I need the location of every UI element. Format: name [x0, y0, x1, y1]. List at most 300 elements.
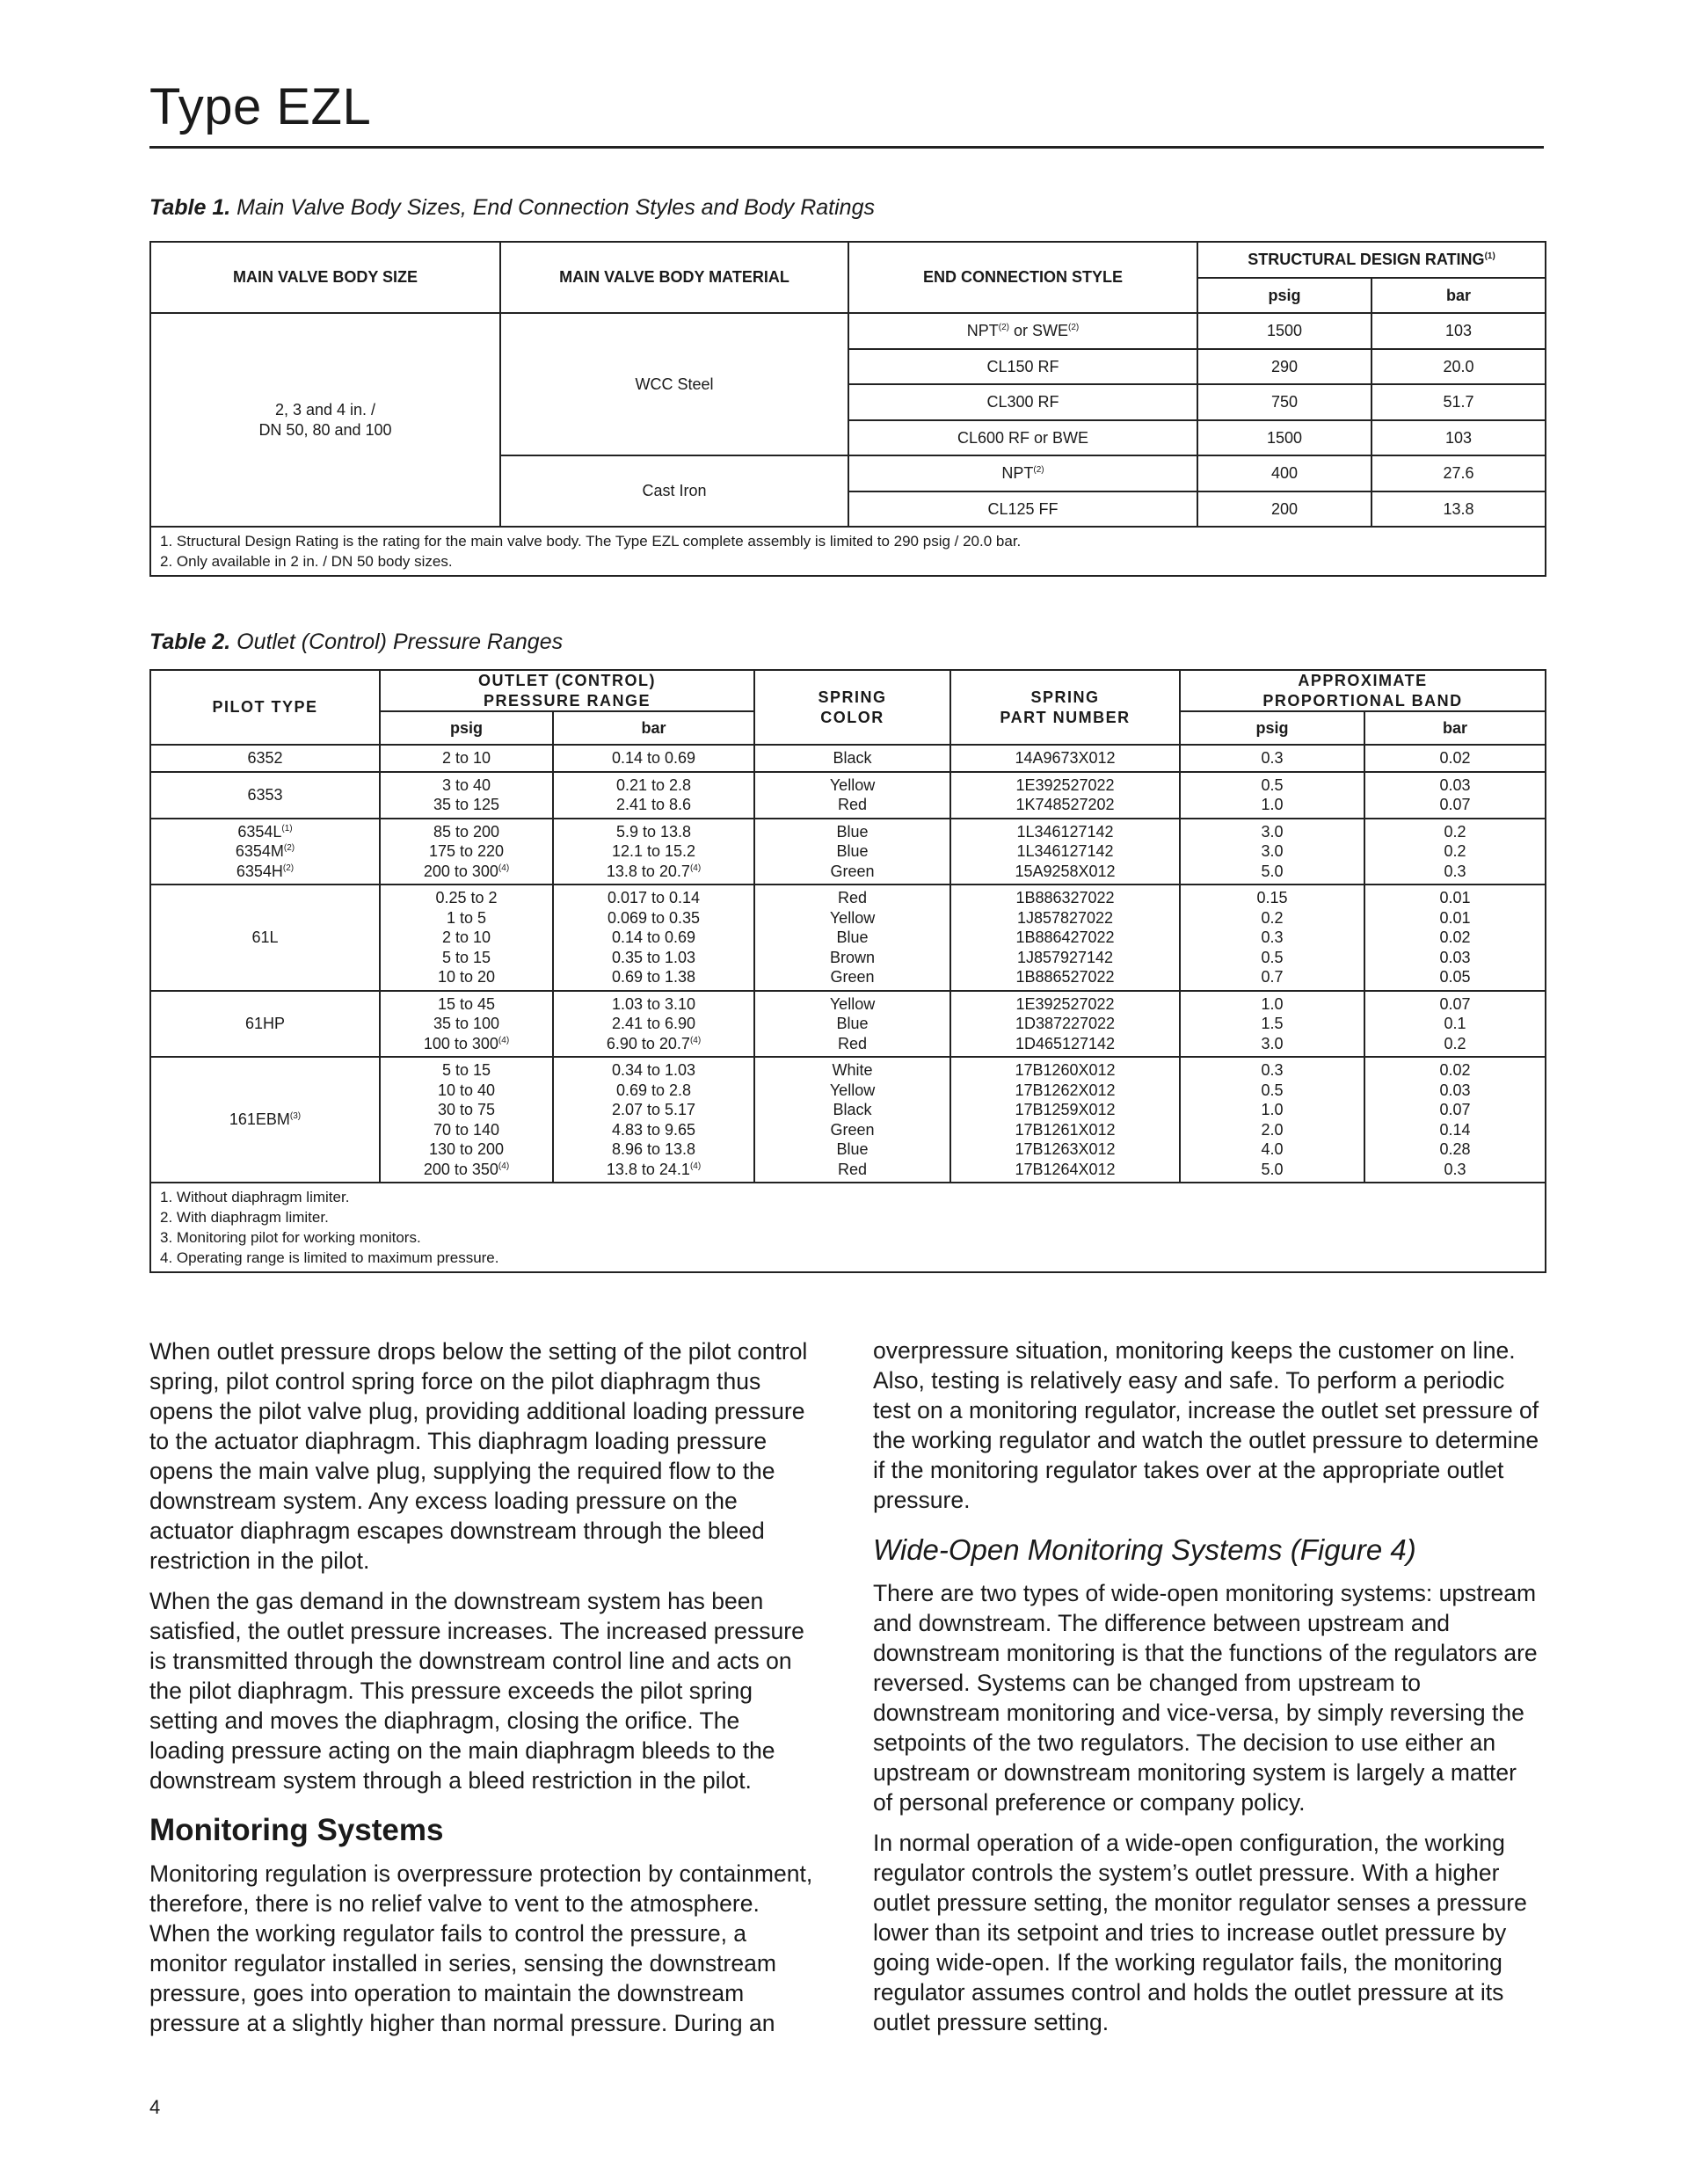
t2-outlet-psig-line	[381, 1139, 552, 1160]
t1-header-rating-text: STRUCTURAL DESIGN RATING	[1248, 251, 1485, 268]
t2-spring-part-number	[950, 772, 1180, 819]
t2-outlet-bar-text: 13.8 to 24.1	[606, 1160, 690, 1178]
t2-outlet-psig-line	[381, 888, 552, 908]
t2-spring-part-number-text: 1L346127142	[1016, 822, 1114, 841]
t1-material-iron: Cast Iron	[500, 455, 848, 527]
t2-outlet-bar-footnote-ref: (4)	[689, 863, 702, 873]
t2-spring-part-number-text: 17B1264X012	[1015, 1160, 1116, 1178]
t2-header-psig: psig	[380, 711, 553, 745]
t2-outlet-psig	[380, 819, 553, 885]
t2-band-bar-line	[1365, 928, 1545, 948]
t2-spring-color-text: Blue	[836, 822, 869, 841]
t2-spring-part-number-text: 17B1262X012	[1015, 1081, 1116, 1099]
t2-outlet-psig-text: 85 to 200	[433, 822, 500, 841]
t2-band-psig-text: 3.0	[1261, 1034, 1284, 1052]
t2-outlet-bar	[553, 885, 754, 991]
t2-outlet-bar-line	[554, 994, 753, 1015]
t2-outlet-psig-line	[381, 908, 552, 928]
t2-band-psig	[1180, 991, 1364, 1058]
t2-header-band-bar: bar	[1364, 711, 1546, 745]
t1-bar: 13.8	[1372, 491, 1546, 528]
t2-band-bar-text: 0.07	[1439, 796, 1471, 813]
t2-outlet-bar-footnote-ref: (4)	[689, 1161, 702, 1171]
t1-header-rating-ref: (1)	[1484, 251, 1495, 261]
t2-outlet-psig-text: 200 to 300	[423, 862, 498, 880]
t2-outlet-bar-line	[554, 822, 753, 842]
t2-outlet-bar-text: 13.8 to 20.7	[606, 862, 690, 880]
t2-outlet-bar-line	[554, 1060, 753, 1081]
t2-outlet-bar-text: 1.03 to 3.10	[611, 994, 696, 1013]
t2-band-bar-line	[1365, 1100, 1545, 1120]
t2-outlet-bar-line	[554, 1120, 753, 1140]
t2-row	[150, 772, 1546, 819]
t1-psig: 290	[1197, 349, 1372, 385]
t2-spring-color-text: Blue	[836, 928, 869, 946]
t2-outlet-psig-text: 10 to 20	[437, 968, 496, 986]
t2-header-part-line1: SPRING	[1030, 688, 1100, 706]
t2-spring-part-number-text: 1E392527022	[1015, 775, 1115, 794]
t2-band-bar-line	[1365, 967, 1545, 987]
t2-outlet-psig-text: 175 to 220	[428, 842, 505, 860]
t2-band-psig-line	[1181, 1139, 1364, 1160]
t2-band-psig-line	[1181, 888, 1364, 908]
t2-spring-color-line	[755, 1100, 950, 1120]
t1-header-end: END CONNECTION STYLE	[848, 242, 1197, 313]
t2-band-psig-text: 5.0	[1261, 862, 1284, 880]
t2-band-psig-line	[1181, 1160, 1364, 1180]
t2-pilot-type	[150, 772, 380, 819]
t2-spring-part-number-line	[951, 948, 1179, 968]
t2-band-psig-line	[1181, 928, 1364, 948]
t2-spring-color-text: Black	[833, 1101, 872, 1118]
t2-outlet-bar	[553, 745, 754, 772]
t2-pilot-type-text: 161EBM	[229, 1110, 290, 1129]
t2-outlet-psig-line	[381, 1034, 552, 1054]
t2-header-outlet-line2: PRESSURE RANGE	[483, 691, 651, 710]
t2-band-psig-text: 0.5	[1261, 1081, 1284, 1099]
t2-outlet-psig-line	[381, 994, 552, 1015]
t2-band-bar	[1364, 819, 1546, 885]
t2-header-color-line1: SPRING	[818, 688, 887, 706]
t2-pilot-type-line	[151, 822, 379, 842]
table2-caption	[149, 630, 563, 655]
t2-spring-part-number-text: 1D387227022	[1015, 1015, 1116, 1032]
t2-spring-part-number-line	[951, 994, 1179, 1015]
t2-band-psig-text: 5.0	[1261, 1160, 1284, 1178]
t2-pilot-type-line	[151, 1014, 379, 1034]
t2-outlet-bar-text: 12.1 to 15.2	[611, 842, 696, 860]
t2-band-psig-text: 0.3	[1261, 928, 1284, 946]
t2-pilot-type-line	[151, 1110, 379, 1130]
t2-spring-part-number-line	[951, 841, 1179, 862]
t2-outlet-psig-text: 130 to 200	[428, 1140, 505, 1158]
t2-band-psig-text: 0.2	[1261, 908, 1284, 927]
t1-end: CL300 RF	[848, 384, 1197, 420]
monitoring-systems-heading: Monitoring Systems	[149, 1813, 444, 1847]
t2-band-bar	[1364, 745, 1546, 772]
t1-size-line2: DN 50, 80 and 100	[258, 420, 392, 439]
body-paragraph: When outlet pressure drops below the setting of the pilot control spring, pilot control spring force on the pilot diaphragm thus opens the pilot valve plug, providing additional loading pressure to the actuator diaphragm. This diaphragm loading pressure opens the main valve plug, supplying the required flow to the downstream system. Any excess loading pressure on the actuator diaphragm escapes downstream through the bleed restriction in the pilot.	[149, 1338, 808, 1574]
t2-band-psig-line	[1181, 1120, 1364, 1140]
t2-pilot-type	[150, 1057, 380, 1183]
t2-spring-color-text: Black	[833, 749, 872, 767]
t2-band-psig	[1180, 819, 1364, 885]
t2-header-part	[950, 670, 1180, 745]
t2-row	[150, 991, 1546, 1058]
t2-band-bar	[1364, 1057, 1546, 1183]
t2-band-psig-text: 0.3	[1261, 749, 1284, 767]
t2-band-bar-text: 0.02	[1439, 928, 1471, 946]
t2-spring-color-line	[755, 748, 950, 768]
t2-spring-part-number-line	[951, 862, 1179, 882]
t2-band-bar-text: 0.02	[1439, 1061, 1471, 1079]
t2-outlet-bar-line	[554, 775, 753, 796]
t2-outlet-psig-text: 2 to 10	[441, 928, 491, 946]
t2-pilot-type-line	[151, 841, 379, 862]
t2-band-psig-text: 1.0	[1261, 796, 1284, 813]
t2-outlet-bar-text: 4.83 to 9.65	[611, 1120, 696, 1139]
t2-pilot-type-footnote-ref: (3)	[289, 1111, 302, 1122]
t2-outlet-bar-text: 0.21 to 2.8	[615, 775, 692, 794]
t2-band-bar-line	[1365, 1081, 1545, 1101]
t2-pilot-type	[150, 745, 380, 772]
page-number: 4	[149, 2096, 161, 2118]
t2-spring-color-line	[755, 1060, 950, 1081]
t2-spring-color-text: Blue	[836, 1140, 869, 1158]
t2-outlet-psig-footnote-ref: (4)	[498, 1161, 510, 1171]
t2-band-bar-text: 0.2	[1444, 842, 1466, 860]
t2-band-bar-text: 0.3	[1444, 862, 1466, 880]
t2-spring-part-number-line	[951, 1160, 1179, 1180]
t2-spring-color-text: Yellow	[829, 994, 876, 1013]
t2-outlet-bar	[553, 772, 754, 819]
t2-spring-part-number-text: 15A9258X012	[1015, 862, 1116, 880]
t2-band-psig-text: 1.0	[1261, 994, 1284, 1013]
t2-band-bar-line	[1365, 1120, 1545, 1140]
t2-spring-color-text: Blue	[836, 1015, 869, 1032]
t2-outlet-psig-line	[381, 1014, 552, 1034]
t2-row	[150, 819, 1546, 885]
t1-end-ref: (2)	[998, 323, 1009, 332]
body-paragraph: overpressure situation, monitoring keeps the customer on line. Also, testing is relatively easy and safe. To perform a periodic test on a monitoring regulator, increase the outlet set pressure of the working regulator and watch the outlet pressure to determine if the monitoring regulator takes over at the appropriate outlet pressure.	[873, 1337, 1539, 1513]
t2-band-psig-line	[1181, 908, 1364, 928]
t2-spring-part-number-line	[951, 748, 1179, 768]
t1-header-psig: psig	[1197, 278, 1372, 314]
t2-band-bar-text: 0.3	[1444, 1160, 1466, 1178]
t2-outlet-bar-text: 0.14 to 0.69	[611, 928, 696, 946]
t2-header-band	[1180, 670, 1546, 711]
t1-end-text: NPT	[1001, 464, 1034, 482]
t2-band-psig	[1180, 885, 1364, 991]
t2-spring-part-number-line	[951, 888, 1179, 908]
body-paragraph: When the gas demand in the downstream system has been satisfied, the outlet pressure increases. The increased pressure is transmitted through the downstream control line and acts on the pilot diaphragm. This pressure exceeds the pilot spring setting and moves the diaphragm, closing the orifice. The loading pressure acting on the main diaphragm bleeds to the downstream system through a bleed restriction in the pilot.	[149, 1588, 804, 1794]
t2-outlet-bar-text: 2.41 to 8.6	[615, 796, 692, 813]
t2-outlet-psig-line	[381, 967, 552, 987]
t2-pilot-type-text: 6354L	[237, 822, 282, 841]
t2-outlet-psig-text: 3 to 40	[441, 775, 491, 794]
t2-outlet-psig-line	[381, 1120, 552, 1140]
t2-outlet-bar-line	[554, 1034, 753, 1054]
t2-spring-color-text: Red	[838, 889, 868, 906]
t2-spring-color-text: Red	[838, 1160, 868, 1178]
left-column	[149, 1336, 818, 2049]
t2-spring-part-number	[950, 745, 1180, 772]
t2-outlet-psig-line	[381, 1100, 552, 1120]
t2-band-bar-text: 0.02	[1439, 749, 1471, 767]
t2-header-pilot: PILOT TYPE	[150, 670, 380, 745]
title-rule	[149, 146, 1544, 149]
t2-band-bar-line	[1365, 994, 1545, 1015]
t2-spring-part-number-text: 1L346127142	[1016, 842, 1114, 860]
t2-spring-part-number-text: 14A9673X012	[1015, 749, 1116, 767]
t2-spring-color-line	[755, 822, 950, 842]
t2-spring-part-number-text: 1B886327022	[1015, 889, 1115, 906]
t2-band-psig	[1180, 1057, 1364, 1183]
t2-outlet-psig-text: 70 to 140	[433, 1120, 500, 1139]
t2-spring-part-number-line	[951, 908, 1179, 928]
t1-end-mid: or SWE	[1008, 322, 1068, 339]
t2-spring-color-line	[755, 1120, 950, 1140]
t1-end-cell	[848, 455, 1197, 491]
t2-pilot-type-text: 6354M	[235, 842, 284, 860]
t2-header-outlet	[380, 670, 754, 711]
t2-band-psig-line	[1181, 862, 1364, 882]
t2-outlet-psig-line	[381, 822, 552, 842]
t2-band-psig-text: 2.0	[1261, 1120, 1284, 1139]
t2-outlet-psig-line	[381, 841, 552, 862]
table1-caption-text: Main Valve Body Sizes, End Connection Styles and Body Ratings	[230, 195, 875, 220]
t2-outlet-bar-line	[554, 841, 753, 862]
t2-spring-part-number-text: 1J857927142	[1016, 948, 1114, 966]
t2-spring-part-number-text: 17B1261X012	[1015, 1120, 1116, 1139]
t1-end-ref2: (2)	[1068, 323, 1080, 332]
t2-pilot-type	[150, 885, 380, 991]
t2-pilot-type-line	[151, 785, 379, 805]
t2-band-psig-line	[1181, 967, 1364, 987]
t2-outlet-psig-text: 10 to 40	[437, 1081, 496, 1099]
t2-header-color	[754, 670, 950, 745]
t2-band-psig	[1180, 772, 1364, 819]
t2-band-bar-line	[1365, 775, 1545, 796]
t1-end: CL600 RF or BWE	[848, 420, 1197, 456]
t2-spring-part-number-line	[951, 1014, 1179, 1034]
t2-spring-color-text: Red	[838, 1034, 868, 1052]
t2-band-psig-line	[1181, 748, 1364, 768]
t2-note: 1. Without diaphragm limiter.	[160, 1189, 350, 1205]
t2-outlet-bar-text: 8.96 to 13.8	[611, 1140, 696, 1158]
t2-note: 4. Operating range is limited to maximum pressure.	[160, 1249, 499, 1266]
t2-outlet-bar-line	[554, 928, 753, 948]
t2-spring-color-line	[755, 994, 950, 1015]
t2-header-band-line2: PROPORTIONAL BAND	[1262, 691, 1463, 710]
t2-band-bar-line	[1365, 862, 1545, 882]
t1-psig: 1500	[1197, 313, 1372, 349]
body-paragraph: In normal operation of a wide-open configuration, the working regulator controls the system’s outlet pressure. With a higher outlet pressure setting, the monitor regulator senses a pressure lower than its setpoint and tries to increase outlet pressure by going wide-open. If the working regulator fails, the monitoring regulator assumes control and holds the outlet pressure at its outlet pressure setting.	[873, 1830, 1527, 2035]
t2-outlet-bar-line	[554, 967, 753, 987]
t2-pilot-type-text: 61L	[251, 928, 279, 946]
t2-spring-part-number-text: 17B1263X012	[1015, 1140, 1116, 1158]
t2-outlet-psig	[380, 745, 553, 772]
t2-outlet-bar-line	[554, 748, 753, 768]
t2-spring-color-line	[755, 888, 950, 908]
t2-band-bar	[1364, 991, 1546, 1058]
t2-body	[150, 745, 1546, 1183]
t2-spring-color-line	[755, 841, 950, 862]
t2-outlet-psig-text: 5 to 15	[441, 1061, 491, 1079]
t2-band-bar-text: 0.2	[1444, 822, 1466, 841]
t2-outlet-bar-line	[554, 862, 753, 882]
t2-spring-color-text: Brown	[830, 948, 876, 966]
t2-note: 2. With diaphragm limiter.	[160, 1209, 329, 1226]
t2-spring-part-number	[950, 819, 1180, 885]
t1-end: CL125 FF	[848, 491, 1197, 528]
t2-band-bar-text: 0.03	[1439, 948, 1471, 966]
t1-note: 2. Only available in 2 in. / DN 50 body sizes.	[160, 553, 453, 570]
t2-spring-part-number-line	[951, 1060, 1179, 1081]
t2-spring-color-line	[755, 1160, 950, 1180]
t2-row	[150, 885, 1546, 991]
t2-outlet-psig-line	[381, 748, 552, 768]
t2-spring-color-text: Green	[830, 862, 875, 880]
t1-notes	[150, 527, 1546, 576]
t2-spring-color-line	[755, 1081, 950, 1101]
t2-spring-color-text: Green	[830, 1120, 875, 1139]
t1-material-steel: WCC Steel	[500, 313, 848, 455]
t2-outlet-psig-line	[381, 948, 552, 968]
t2-spring-part-number-text: 1J857827022	[1016, 908, 1114, 927]
t2-outlet-bar	[553, 819, 754, 885]
t2-band-psig-line	[1181, 1081, 1364, 1101]
t1-header-rating	[1197, 242, 1546, 278]
wide-open-monitoring-heading: Wide-Open Monitoring Systems (Figure 4)	[873, 1533, 1416, 1566]
t2-spring-part-number-text: 17B1260X012	[1015, 1061, 1116, 1079]
t2-header-band-line1: APPROXIMATE	[1298, 672, 1428, 689]
t2-spring-color	[754, 819, 950, 885]
t2-outlet-bar-line	[554, 1139, 753, 1160]
t2-pilot-type-text: 6354H	[236, 862, 283, 880]
t2-spring-part-number-text: 1D465127142	[1015, 1034, 1116, 1052]
t1-bar: 103	[1372, 313, 1546, 349]
t1-end-ref: (2)	[1033, 465, 1044, 475]
t2-band-psig-text: 0.3	[1261, 1061, 1284, 1079]
t2-band-bar	[1364, 772, 1546, 819]
t2-band-psig-line	[1181, 1100, 1364, 1120]
t2-spring-color-line	[755, 775, 950, 796]
t2-band-psig	[1180, 745, 1364, 772]
t2-spring-color-text: Yellow	[829, 1081, 876, 1099]
t2-spring-color	[754, 885, 950, 991]
t2-outlet-bar-text: 0.69 to 2.8	[615, 1081, 692, 1099]
t1-bar: 103	[1372, 420, 1546, 456]
t2-band-psig-line	[1181, 1034, 1364, 1054]
t2-outlet-psig-line	[381, 928, 552, 948]
t2-spring-color-line	[755, 1139, 950, 1160]
t2-outlet-bar-line	[554, 1014, 753, 1034]
t2-band-psig-line	[1181, 775, 1364, 796]
t2-band-bar-text: 0.01	[1439, 889, 1471, 906]
t2-spring-color-line	[755, 862, 950, 882]
t2-outlet-psig-footnote-ref: (4)	[498, 1035, 510, 1045]
t2-band-psig-line	[1181, 1060, 1364, 1081]
t2-band-psig-text: 0.15	[1256, 889, 1288, 906]
t1-header-bar: bar	[1372, 278, 1546, 314]
t1-header-size: MAIN VALVE BODY SIZE	[150, 242, 500, 313]
t2-spring-color-line	[755, 928, 950, 948]
t2-spring-color	[754, 1057, 950, 1183]
t2-notes	[150, 1183, 1546, 1272]
t2-outlet-psig-text: 30 to 75	[437, 1101, 496, 1118]
t1-psig: 1500	[1197, 420, 1372, 456]
t2-band-bar-line	[1365, 841, 1545, 862]
t2-outlet-bar-text: 6.90 to 20.7	[606, 1034, 690, 1052]
t2-outlet-bar-text: 0.69 to 1.38	[611, 968, 696, 986]
t2-outlet-bar-line	[554, 1081, 753, 1101]
t1-bar: 20.0	[1372, 349, 1546, 385]
t2-outlet-psig-line	[381, 1160, 552, 1180]
t2-spring-part-number-line	[951, 967, 1179, 987]
t2-spring-color-text: Red	[838, 796, 868, 813]
t2-outlet-psig-text: 15 to 45	[437, 994, 496, 1013]
t2-outlet-psig-text: 2 to 10	[441, 749, 491, 767]
t2-band-psig-line	[1181, 948, 1364, 968]
t2-spring-part-number-line	[951, 1100, 1179, 1120]
t2-pilot-type-line	[151, 928, 379, 948]
t2-band-bar-text: 0.07	[1439, 994, 1471, 1013]
t2-outlet-psig-line	[381, 1060, 552, 1081]
t2-pilot-type-footnote-ref: (2)	[282, 863, 295, 873]
t2-band-bar-text: 0.05	[1439, 968, 1471, 986]
t2-band-bar-line	[1365, 888, 1545, 908]
t2-outlet-bar-text: 2.07 to 5.17	[611, 1101, 696, 1118]
t1-header-material: MAIN VALVE BODY MATERIAL	[500, 242, 848, 313]
t2-band-psig-text: 0.7	[1261, 968, 1284, 986]
t1-end: CL150 RF	[848, 349, 1197, 385]
t1-bar: 51.7	[1372, 384, 1546, 420]
t2-band-bar	[1364, 885, 1546, 991]
t2-band-bar-text: 0.1	[1444, 1015, 1466, 1032]
t2-header-bar: bar	[553, 711, 754, 745]
t2-pilot-type	[150, 991, 380, 1058]
t2-outlet-psig-line	[381, 775, 552, 796]
t2-outlet-psig-text: 35 to 125	[433, 796, 500, 813]
t2-header-part-line2: PART NUMBER	[1000, 708, 1131, 726]
t2-outlet-bar-text: 2.41 to 6.90	[611, 1015, 696, 1032]
t2-band-bar-line	[1365, 1034, 1545, 1054]
t2-outlet-bar-line	[554, 1160, 753, 1180]
t2-spring-color-line	[755, 908, 950, 928]
table1-caption	[149, 195, 875, 221]
t2-spring-part-number	[950, 1057, 1180, 1183]
t2-spring-part-number-line	[951, 1120, 1179, 1140]
t2-header-color-line2: COLOR	[820, 708, 884, 726]
t2-band-bar-line	[1365, 795, 1545, 815]
t2-spring-color-text: Yellow	[829, 908, 876, 927]
t2-outlet-bar-text: 0.017 to 0.14	[607, 889, 701, 906]
t2-pilot-type-text: 6352	[247, 749, 283, 767]
t2-outlet-bar-line	[554, 1100, 753, 1120]
t2-outlet-bar-line	[554, 948, 753, 968]
t2-band-psig-text: 1.5	[1261, 1015, 1284, 1032]
t2-band-bar-text: 0.03	[1439, 775, 1471, 794]
t1-end-cell	[848, 313, 1197, 349]
t2-outlet-bar-text: 5.9 to 13.8	[615, 822, 692, 841]
t2-spring-color	[754, 772, 950, 819]
t2-spring-color	[754, 745, 950, 772]
t2-spring-part-number-line	[951, 795, 1179, 815]
t1-body-size	[150, 313, 500, 527]
t2-row	[150, 745, 1546, 772]
t2-spring-color-line	[755, 795, 950, 815]
